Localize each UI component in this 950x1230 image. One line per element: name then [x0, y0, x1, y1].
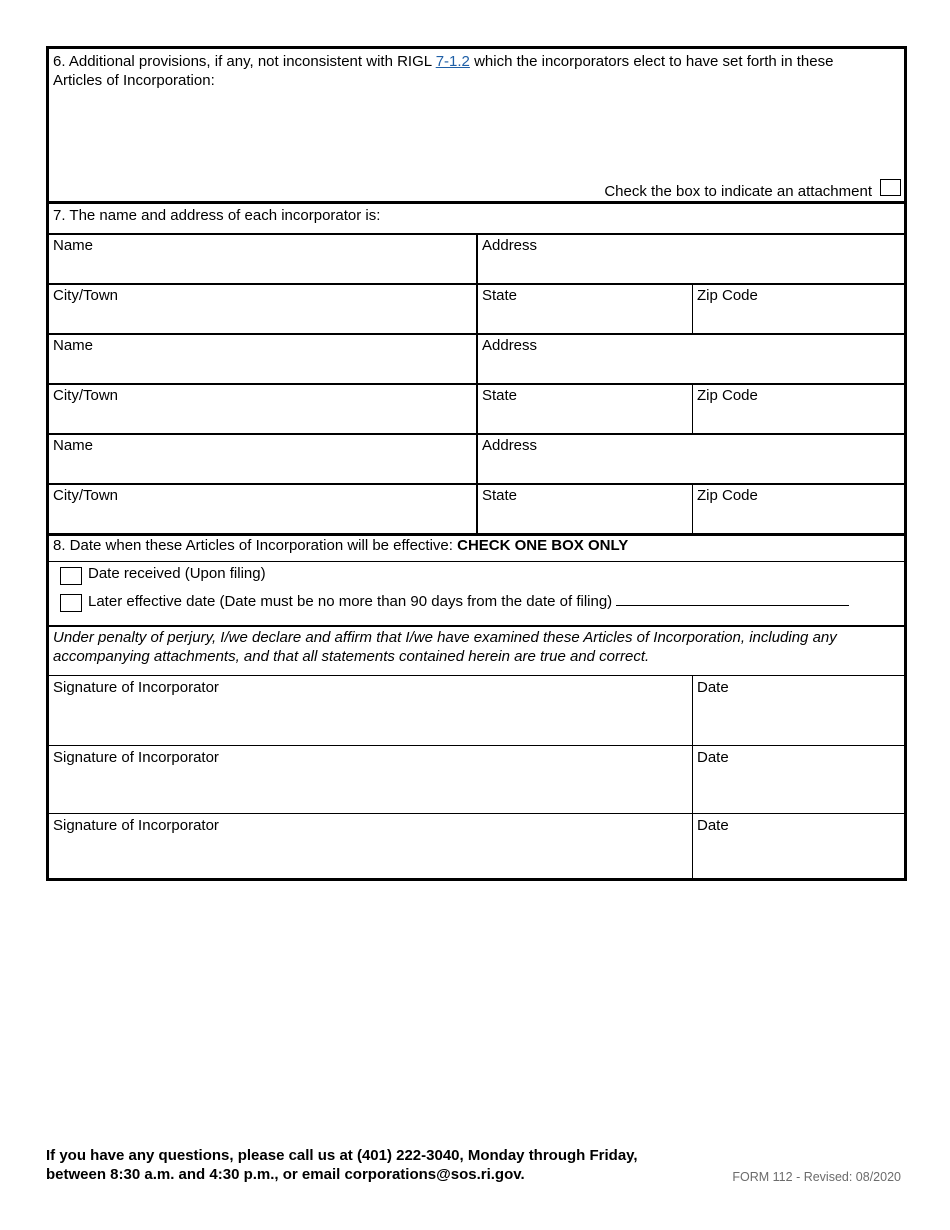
signature-2-label: Signature of Incorporator — [53, 749, 219, 766]
section6-text-before: 6. Additional provisions, if any, not inconsistent with RIGL — [53, 53, 436, 70]
signature-1-label: Signature of Incorporator — [53, 679, 219, 696]
column-divider — [692, 383, 693, 433]
signature-3-label: Signature of Incorporator — [53, 817, 219, 834]
signature-1-date-label: Date — [697, 679, 729, 696]
incorporator-1-address-label: Address — [482, 237, 538, 254]
incorporator-1-city-label: City/Town — [53, 287, 119, 304]
date-received-checkbox[interactable] — [60, 567, 82, 585]
incorporator-2-zip-label: Zip Code — [697, 387, 758, 404]
incorporator-2-name-field[interactable] — [49, 335, 476, 383]
incorporator-3-name-field[interactable] — [49, 435, 476, 483]
footer-contact-line2: between 8:30 a.m. and 4:30 p.m., or email corporations@sos.ri.gov. — [46, 1166, 525, 1183]
divider — [49, 561, 904, 562]
declaration-line2: accompanying attachments, and that all statements contained herein are true and correct. — [53, 648, 650, 665]
section6-text-after: which the incorporators elect to have set forth in these — [469, 53, 834, 70]
incorporator-2-city-label: City/Town — [53, 387, 119, 404]
articles-form — [46, 46, 907, 881]
footer-contact — [46, 1146, 686, 1184]
divider — [49, 201, 904, 204]
section8-heading-text: 8. Date when these Articles of Incorporation will be effective: — [53, 537, 458, 554]
additional-provisions-field[interactable] — [53, 93, 903, 181]
section6-text — [53, 53, 833, 71]
later-effective-date-label: Later effective date (Date must be no more than 90 days from the date of filing) — [88, 593, 613, 610]
divider — [49, 625, 904, 627]
incorporator-3-name-label: Name — [53, 437, 94, 454]
section8-heading — [53, 537, 628, 555]
form-id: FORM 112 - Revised: 08/2020 — [732, 1170, 901, 1184]
incorporator-3-zip-label: Zip Code — [697, 487, 758, 504]
divider — [49, 533, 904, 536]
rigl-link[interactable]: 7-1.2 — [435, 53, 470, 70]
later-effective-date-field[interactable] — [616, 592, 849, 606]
column-divider — [692, 483, 693, 533]
attachment-label: Check the box to indicate an attachment — [604, 183, 872, 200]
column-divider — [692, 675, 693, 881]
date-received-label: Date received (Upon filing) — [88, 565, 266, 582]
attachment-checkbox[interactable] — [880, 179, 901, 196]
incorporator-3-state-label: State — [482, 487, 518, 504]
incorporator-1-zip-label: Zip Code — [697, 287, 758, 304]
incorporator-1-address-field[interactable] — [479, 235, 904, 283]
later-effective-date-checkbox[interactable] — [60, 594, 82, 612]
later-effective-date-row — [88, 592, 849, 611]
section8-heading-bold: CHECK ONE BOX ONLY — [457, 537, 629, 554]
incorporator-2-state-label: State — [482, 387, 518, 404]
section6-text-line2: Articles of Incorporation: — [53, 72, 215, 89]
incorporator-1-name-label: Name — [53, 237, 94, 254]
incorporator-2-address-label: Address — [482, 337, 538, 354]
incorporator-2-name-label: Name — [53, 337, 94, 354]
declaration-line1: Under penalty of perjury, I/we declare and affirm that I/we have examined these Articles of Incorporation, including any — [53, 629, 837, 646]
section7-heading: 7. The name and address of each incorporator is: — [53, 207, 381, 224]
footer-contact-line1: If you have any questions, please call us at (401) 222-3040, Monday through Friday, — [46, 1147, 638, 1164]
incorporator-3-address-label: Address — [482, 437, 538, 454]
incorporator-1-state-label: State — [482, 287, 518, 304]
incorporator-3-city-label: City/Town — [53, 487, 119, 504]
column-divider — [692, 283, 693, 333]
incorporator-3-address-field[interactable] — [479, 435, 904, 483]
signature-3-date-label: Date — [697, 817, 729, 834]
incorporator-2-address-field[interactable] — [479, 335, 904, 383]
signature-2-date-label: Date — [697, 749, 729, 766]
incorporator-1-name-field[interactable] — [49, 235, 476, 283]
